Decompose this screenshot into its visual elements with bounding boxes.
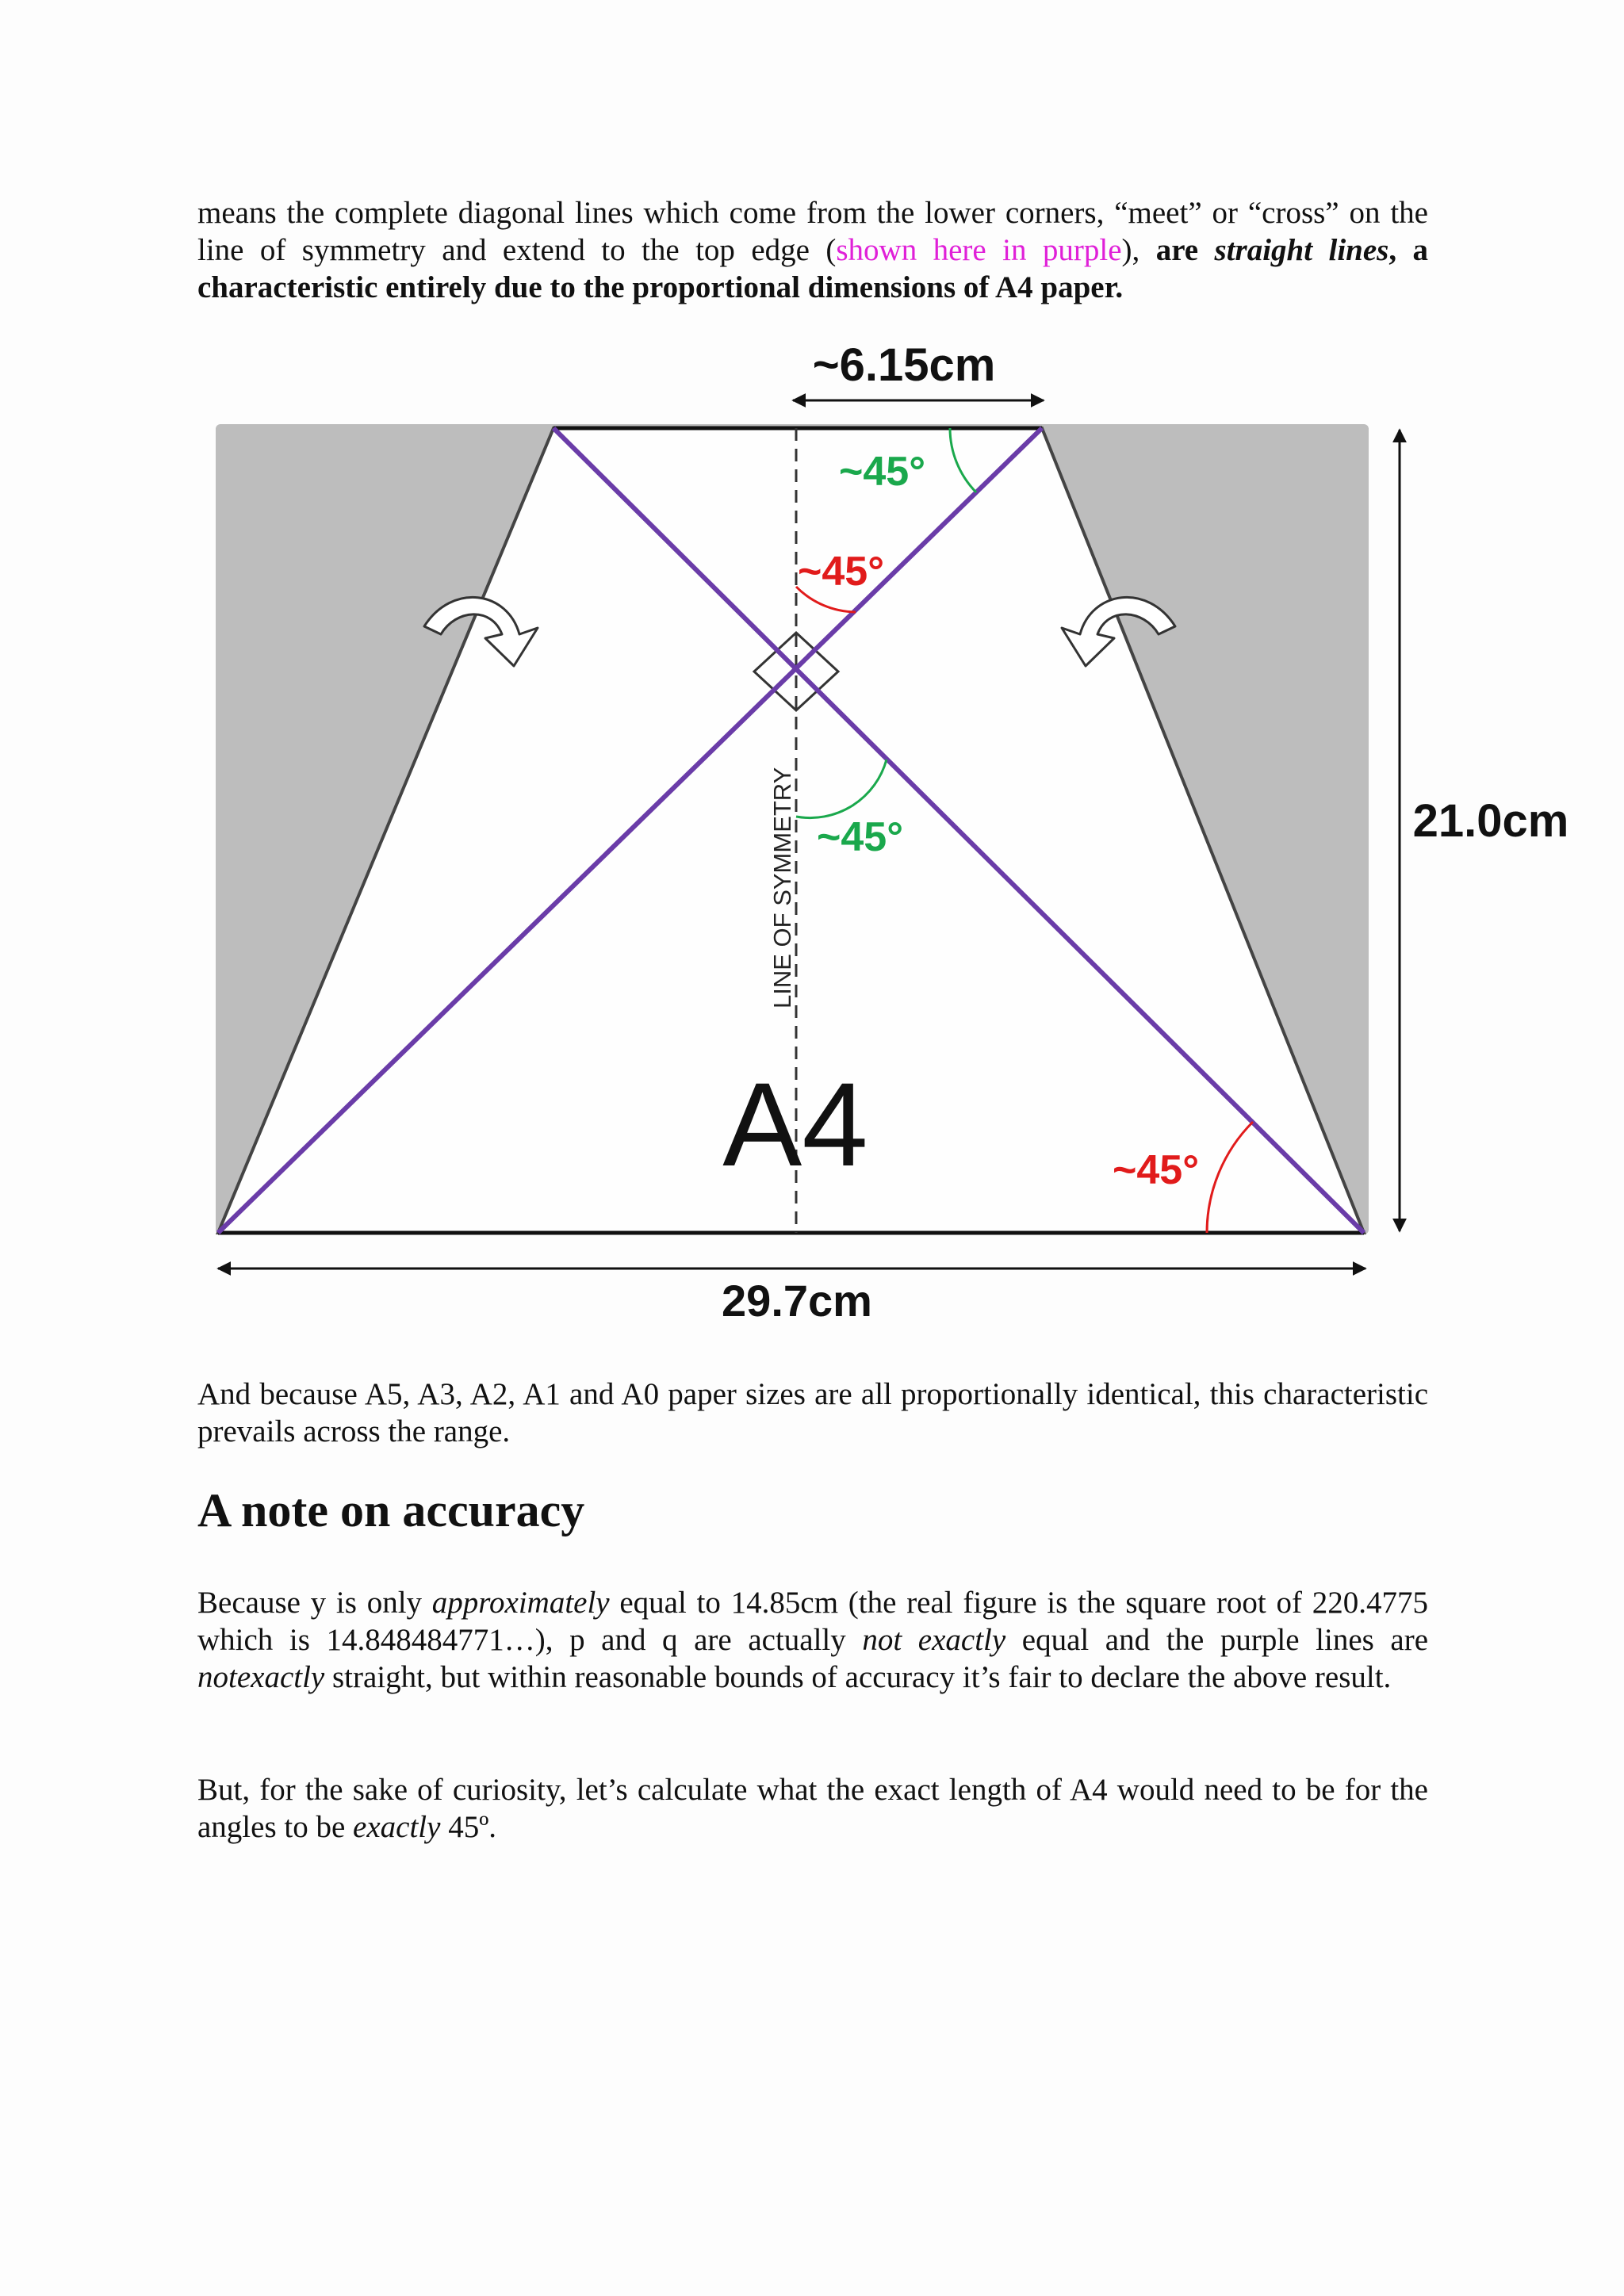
paper-size-label: A4 — [722, 1058, 868, 1191]
accuracy-paragraph: Because y is only approximately equal to 14.85cm (the real figure is the square root of 220.4775 which is 14.848484771…), p and q are actually not exactly equal and the purple lines are notexactly straight, but within reasonable bounds of accuracy it’s fair to declare the above result. — [197, 1586, 1429, 1694]
exactly-emphasis: exactly — [353, 1810, 441, 1844]
section-heading: A note on accuracy — [197, 1484, 585, 1536]
straight-lines-emphasis: straight lines — [1214, 233, 1389, 267]
notexactly-emphasis: notexactly — [197, 1660, 325, 1694]
angle-label-upper-center: ~45° — [798, 549, 885, 595]
intro-text: ), — [1121, 233, 1156, 267]
approximately-emphasis: approximately — [431, 1586, 610, 1620]
range-paragraph: And because A5, A3, A2, A1 and A0 paper sizes are all proportionally identical, this characteristic prevails across the range. — [197, 1377, 1428, 1448]
purple-phrase: shown here in purple — [836, 233, 1122, 267]
not-exactly-emphasis: not exactly — [862, 1623, 1006, 1657]
bottom-width-label: 29.7cm — [722, 1276, 872, 1326]
intro-text: means the complete diagonal lines which come from the lower corners, “meet” or “cross” on the line of symmetry and extend to the top edge ( — [197, 196, 1428, 267]
bold-statement: are straight lines, a characteristic entirely due to the proportional dimensions of A4 paper. — [197, 233, 1429, 304]
curiosity-paragraph: But, for the sake of curiosity, let’s calculate what the exact length of A4 would need to be for the angles to be exactly 45º. — [197, 1773, 1428, 1844]
angle-label-bottom-right: ~45° — [1113, 1147, 1200, 1193]
symmetry-label: LINE OF SYMMETRY — [768, 767, 796, 1008]
angle-label-lower-center: ~45° — [817, 814, 904, 860]
top-width-label: ~6.15cm — [812, 339, 996, 391]
angle-label-top-right: ~45° — [839, 449, 926, 495]
height-label: 21.0cm — [1412, 795, 1569, 847]
